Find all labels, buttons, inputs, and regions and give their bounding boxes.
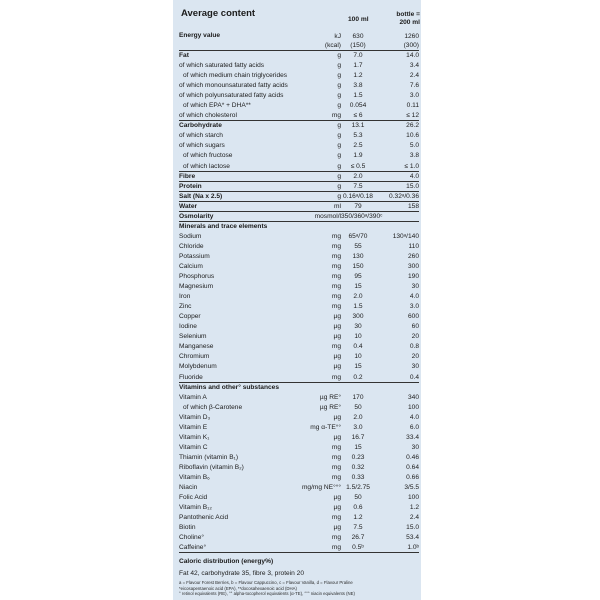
- footnote-flavours: a = Flavour Forest Berries, b = Flavour Cappuccino, c = Flavour Vanilla, d = Flavour Praline: [179, 580, 353, 585]
- value-per-100ml: 0.33: [351, 473, 365, 481]
- table-row: [179, 292, 419, 302]
- nutrient-unit: µg: [333, 494, 341, 502]
- nutrient-unit: g: [337, 132, 341, 140]
- value-per-bottle: 53.4: [406, 534, 419, 542]
- value-per-bottle: 30: [411, 443, 419, 451]
- nutrient-unit: mg: [331, 252, 341, 260]
- table-row: [179, 212, 419, 222]
- nutrient-label: Choline°: [179, 534, 204, 542]
- nutrient-unit: µg RE°: [319, 403, 341, 411]
- nutrient-label: Osmolarity: [179, 212, 214, 220]
- nutrient-unit: mg: [331, 112, 341, 120]
- value-per-100ml: 10: [354, 353, 362, 361]
- table-row: [179, 433, 419, 443]
- value-per-100ml: 1.5: [353, 303, 363, 311]
- table-row: [179, 182, 419, 192]
- value-per-bottle: 3.8: [409, 152, 419, 160]
- column-header-bottle: bottle = 200 ml: [396, 11, 420, 26]
- nutrient-label: Vitamin C: [179, 443, 208, 451]
- value-per-bottle: 15.0: [406, 182, 419, 190]
- value-per-100ml: ≤ 6: [353, 112, 363, 120]
- nutrient-label: Chromium: [179, 353, 210, 361]
- nutrient-unit: µg: [333, 433, 341, 441]
- nutrient-unit: mosmol/l: [314, 212, 341, 220]
- table-row: [179, 453, 419, 463]
- nutrient-unit: mg/mg NE°°°: [301, 484, 341, 492]
- table-row: [179, 473, 419, 483]
- value-per-bottle: 2.4: [409, 514, 419, 522]
- value-per-bottle: 4.0: [409, 413, 419, 421]
- value-per-100ml: 0.16ᵃ/0.18: [343, 192, 373, 200]
- nutrient-unit: mg: [331, 343, 341, 351]
- value-per-bottle: 10.6: [406, 132, 419, 140]
- value-per-100ml: 65ᵃ/70: [348, 232, 368, 240]
- value-per-bottle: 0.4: [409, 373, 419, 381]
- nutrient-label: Iron: [179, 293, 191, 301]
- value-per-bottle: 1.2: [409, 504, 419, 512]
- nutrient-unit: mg: [331, 544, 341, 552]
- table-row: [179, 131, 419, 141]
- table-row: [179, 202, 419, 212]
- table-row: [179, 493, 419, 503]
- value-per-100ml: 95: [354, 273, 362, 281]
- table-row: [179, 342, 419, 352]
- nutrient-label: Niacin: [179, 484, 198, 492]
- table-row: [179, 51, 419, 61]
- table-row: [179, 322, 419, 332]
- table-row: [179, 242, 419, 252]
- value-per-100ml: 1.2: [353, 72, 363, 80]
- value-per-bottle: 1260 (300): [403, 33, 419, 49]
- footnote-equivalents: ° retinol equivalents (RE), °° alpha-tocopherol equivalents (α-TE), °°° niacin equivalents (NE): [179, 591, 355, 597]
- value-per-100ml: 26.7: [351, 534, 365, 542]
- nutrient-unit: mg: [331, 242, 341, 250]
- value-per-100ml: 5.3: [353, 132, 363, 140]
- value-per-bottle: 110: [408, 242, 419, 250]
- value-per-bottle: 2.4: [409, 72, 419, 80]
- column-header-100ml: 100 ml: [348, 16, 369, 23]
- value-per-100ml: 0.4: [353, 343, 363, 351]
- value-per-100ml: 16.7: [351, 433, 365, 441]
- nutrient-unit: µg: [333, 413, 341, 421]
- nutrient-unit: mg: [331, 303, 341, 311]
- nutrient-label: Folic Acid: [179, 494, 208, 502]
- value-per-100ml: 0.6: [353, 504, 363, 512]
- value-per-100ml: 2.5: [353, 142, 363, 150]
- nutrient-unit: mg: [331, 453, 341, 461]
- value-per-100ml: 3.8: [353, 82, 363, 90]
- table-row: [179, 513, 419, 523]
- nutrient-label: Energy value: [179, 32, 221, 39]
- value-per-100ml: 2.0: [353, 293, 363, 301]
- table-row: [179, 373, 419, 383]
- value-per-bottle: 0.32ᵃ/0.36: [389, 192, 419, 200]
- value-per-100ml: 50: [354, 403, 362, 411]
- table-row: [179, 443, 419, 453]
- nutrient-unit: mg: [331, 262, 341, 270]
- nutrient-unit: µg: [333, 363, 341, 371]
- value-per-bottle: 600: [407, 313, 419, 321]
- nutrient-unit: µg: [333, 504, 341, 512]
- nutrient-unit: µg: [333, 524, 341, 532]
- nutrient-label: Riboflavin (vitamin B₂): [179, 463, 244, 471]
- nutrient-unit: g: [337, 52, 341, 59]
- value-per-100ml: 0.054: [349, 102, 367, 110]
- value-per-100ml: 2.0: [353, 413, 363, 421]
- nutrient-unit: g: [337, 102, 341, 110]
- nutrient-label: Carbohydrate: [179, 122, 222, 130]
- value-per-bottle: 0.8: [409, 343, 419, 351]
- nutrient-label: of which monounsaturated fatty acids: [179, 82, 288, 90]
- nutrient-label: Water: [179, 202, 198, 210]
- nutrient-label: Vitamin B₁₂: [179, 504, 212, 512]
- value-per-100ml: 0.23: [351, 453, 365, 461]
- nutrient-label: of which sugars: [179, 142, 225, 150]
- table-row: [179, 543, 419, 553]
- nutrient-label: Vitamin A: [179, 393, 207, 401]
- table-row: [179, 61, 419, 71]
- nutrient-label: Fluoride: [179, 373, 203, 381]
- nutrient-unit: µg: [333, 353, 341, 361]
- table-row: [179, 302, 419, 312]
- value-per-100ml: 7.5: [353, 524, 363, 532]
- table-row: [179, 162, 419, 172]
- nutrient-unit: µg RE°: [319, 393, 341, 401]
- nutrient-unit: mg: [331, 293, 341, 301]
- nutrient-label: Vitamin B₆: [179, 473, 210, 481]
- value-per-100ml: 3.0: [353, 423, 363, 431]
- nutrient-label: Potassium: [179, 252, 210, 260]
- nutrient-label: Selenium: [179, 333, 207, 341]
- nutrient-unit: g: [337, 162, 341, 170]
- nutrient-label: of which lactose: [183, 162, 230, 170]
- table-header: [173, 0, 421, 32]
- value-per-100ml: 1.5/2.75: [346, 484, 370, 492]
- value-per-bottle: ≤ 12: [406, 112, 419, 120]
- table-row: [179, 282, 419, 292]
- value-per-100ml: 300: [352, 313, 364, 321]
- value-per-100ml: 15: [354, 443, 362, 451]
- nutrient-unit: mg: [331, 373, 341, 381]
- nutrient-label: Vitamin E: [179, 423, 208, 431]
- value-per-100ml: 1.2: [353, 514, 363, 522]
- nutrient-label: Molybdenum: [179, 363, 217, 371]
- value-per-bottle: 0.46: [406, 453, 419, 461]
- nutrient-unit: g: [337, 172, 341, 180]
- nutrient-label: Zinc: [179, 303, 192, 311]
- nutrient-unit: mg: [331, 283, 341, 291]
- value-per-bottle: 300: [407, 262, 419, 270]
- table-row: [179, 352, 419, 362]
- table-row: [179, 362, 419, 372]
- table-row: [179, 483, 419, 493]
- nutrient-unit: g: [337, 152, 341, 160]
- value-per-bottle: 14.0: [406, 52, 419, 59]
- value-per-bottle: 158: [407, 202, 419, 210]
- nutrient-label: Caffeine°: [179, 544, 207, 552]
- value-per-bottle: 100: [407, 403, 419, 411]
- nutrient-rows: [179, 31, 419, 553]
- value-per-bottle: 15.0: [406, 524, 419, 532]
- nutrient-label: Manganese: [179, 343, 214, 351]
- value-per-bottle: 340: [407, 393, 419, 401]
- nutrient-unit: g: [337, 192, 341, 200]
- nutrient-unit: ml: [334, 202, 341, 210]
- nutrient-label: Biotin: [179, 524, 196, 532]
- value-per-bottle: 30: [411, 363, 419, 371]
- table-row: [179, 332, 419, 342]
- nutrient-label: Minerals and trace elements: [179, 222, 268, 230]
- value-per-bottle: 260: [407, 252, 419, 260]
- table-row: [179, 403, 419, 413]
- nutrient-label: of which medium chain triglycerides: [183, 72, 288, 80]
- value-per-100ml: 0.2: [353, 373, 363, 381]
- nutrient-label: Vitamins and other° substances: [179, 383, 279, 391]
- value-per-bottle: 20: [411, 353, 419, 361]
- value-per-bottle: 26.2: [406, 122, 419, 130]
- nutrient-label: of which saturated fatty acids: [179, 62, 265, 70]
- nutrient-label: Fat: [179, 52, 189, 59]
- nutrient-unit: g: [337, 62, 341, 70]
- nutrient-unit: g: [337, 82, 341, 90]
- nutrient-label: of which β-Carotene: [183, 403, 243, 411]
- value-per-100ml: 30: [354, 323, 362, 331]
- value-per-bottle: 100: [407, 494, 419, 502]
- nutrient-unit: g: [337, 92, 341, 100]
- table-row: [179, 383, 419, 393]
- table-row: [179, 503, 419, 513]
- value-per-bottle: 6.0: [409, 423, 419, 431]
- value-per-100ml: 15: [354, 283, 362, 291]
- nutrient-unit: g: [337, 142, 341, 150]
- value-per-100ml: 0.32: [351, 463, 365, 471]
- value-per-bottle: 0.66: [406, 473, 419, 481]
- value-per-100ml: 1.7: [353, 62, 363, 70]
- value-per-100ml: 350/360ᵃ/390ᶜ: [341, 212, 383, 220]
- table-row: [179, 423, 419, 433]
- table-row: [179, 192, 419, 202]
- value-per-bottle: 0.64: [406, 463, 419, 471]
- table-row: [179, 222, 419, 232]
- table-row: [179, 121, 419, 131]
- value-per-100ml: 630 (150): [350, 33, 366, 49]
- value-per-bottle: 3.0: [409, 303, 419, 311]
- table-row: [179, 172, 419, 182]
- table-row: [179, 151, 419, 161]
- nutrient-unit: g: [337, 122, 341, 130]
- table-row: [179, 262, 419, 272]
- value-per-100ml: 10: [354, 333, 362, 341]
- caloric-values: Fat 42, carbohydrate 35, fibre 3, protein 20: [179, 570, 304, 577]
- table-row: [179, 312, 419, 322]
- nutrient-label: of which EPA* + DHA**: [183, 102, 251, 110]
- value-per-bottle: 130ᵃ/140: [392, 232, 419, 240]
- table-row: [179, 463, 419, 473]
- nutrient-unit: mg: [331, 443, 341, 451]
- value-per-bottle: ≤ 1.0: [404, 162, 419, 170]
- nutrient-label: Thiamin (vitamin B₁): [179, 453, 239, 461]
- nutrient-label: Sodium: [179, 232, 202, 240]
- table-row: [179, 272, 419, 282]
- nutrient-unit: kJ (kcal): [324, 33, 341, 49]
- table-row: [179, 71, 419, 81]
- nutrient-label: of which cholesterol: [179, 112, 237, 120]
- value-per-100ml: 170: [352, 393, 364, 401]
- nutrient-label: of which polyunsaturated fatty acids: [179, 92, 284, 100]
- nutrient-unit: mg: [331, 514, 341, 522]
- nutrient-unit: mg: [331, 232, 341, 240]
- footnote-fatty-acids: *eicosapentaenoic acid (EPA), **docosahexaenoic acid (DHA): [179, 585, 297, 591]
- table-row: [179, 101, 419, 111]
- value-per-bottle: 3.4: [409, 62, 419, 70]
- table-row: [179, 232, 419, 242]
- value-per-100ml: 79: [354, 202, 362, 210]
- table-title: Average content: [181, 8, 256, 19]
- nutrient-label: Salt (Na x 2.5): [179, 192, 223, 200]
- value-per-100ml: 15: [354, 363, 362, 371]
- nutrient-unit: µg: [333, 333, 341, 341]
- nutrient-unit: µg: [333, 313, 341, 321]
- nutrient-label: Vitamin D₃: [179, 413, 211, 421]
- nutrient-label: Calcium: [179, 262, 203, 270]
- value-per-100ml: 0.5ᵇ: [352, 544, 364, 552]
- table-row: [179, 111, 419, 121]
- table-row: [179, 81, 419, 91]
- nutrient-label: Copper: [179, 313, 201, 321]
- nutrient-label: Fibre: [179, 172, 196, 180]
- value-per-bottle: 190: [407, 273, 419, 281]
- value-per-bottle: 5.0: [409, 142, 419, 150]
- value-per-100ml: 55: [354, 242, 362, 250]
- table-row: [179, 523, 419, 533]
- nutrient-label: Phosphorus: [179, 273, 215, 281]
- table-row: [179, 252, 419, 262]
- nutrient-label: Vitamin K₁: [179, 433, 210, 441]
- nutrient-unit: mg: [331, 463, 341, 471]
- nutrition-table-panel: [173, 0, 421, 600]
- table-row: [179, 533, 419, 543]
- caloric-distribution: [179, 557, 419, 597]
- nutrient-label: Magnesium: [179, 283, 214, 291]
- nutrient-label: Iodine: [179, 323, 197, 331]
- nutrient-label: Chloride: [179, 242, 204, 250]
- value-per-bottle: 3/5.5: [404, 484, 419, 492]
- nutrient-label: Pantothenic Acid: [179, 514, 229, 522]
- value-per-100ml: 7.0: [353, 52, 363, 59]
- value-per-100ml: ≤ 0.5: [350, 162, 366, 170]
- value-per-100ml: 2.0: [353, 172, 363, 180]
- table-row: [179, 141, 419, 151]
- value-per-bottle: 20: [411, 333, 419, 341]
- value-per-100ml: 1.9: [353, 152, 363, 160]
- value-per-bottle: 3.0: [409, 92, 419, 100]
- value-per-bottle: 0.11: [406, 102, 419, 110]
- value-per-100ml: 150: [352, 262, 364, 270]
- table-row: [179, 31, 419, 51]
- nutrient-unit: µg: [333, 323, 341, 331]
- table-row: [179, 91, 419, 101]
- value-per-bottle: 4.0: [409, 293, 419, 301]
- nutrient-unit: mg: [331, 534, 341, 542]
- value-per-bottle: 60: [411, 323, 419, 331]
- value-per-100ml: 50: [354, 494, 362, 502]
- nutrient-label: of which fructose: [183, 152, 233, 160]
- value-per-bottle: 33.4: [406, 433, 419, 441]
- value-per-100ml: 7.5: [353, 182, 363, 190]
- nutrient-unit: mg α-TE°°: [310, 423, 341, 431]
- nutrient-label: Protein: [179, 182, 202, 190]
- nutrient-unit: g: [337, 182, 341, 190]
- table-row: [179, 413, 419, 423]
- value-per-100ml: 130: [352, 252, 364, 260]
- value-per-100ml: 13.1: [351, 122, 365, 130]
- caloric-title: Caloric distribution (energy%): [179, 558, 274, 565]
- value-per-bottle: 7.6: [409, 82, 419, 90]
- nutrient-label: of which starch: [179, 132, 223, 140]
- value-per-100ml: 1.5: [353, 92, 363, 100]
- value-per-bottle: 1.0ᵇ: [407, 544, 419, 552]
- value-per-bottle: 4.0: [409, 172, 419, 180]
- nutrient-unit: mg: [331, 473, 341, 481]
- nutrient-unit: mg: [331, 273, 341, 281]
- value-per-bottle: 30: [411, 283, 419, 291]
- table-row: [179, 393, 419, 403]
- nutrient-unit: g: [337, 72, 341, 80]
